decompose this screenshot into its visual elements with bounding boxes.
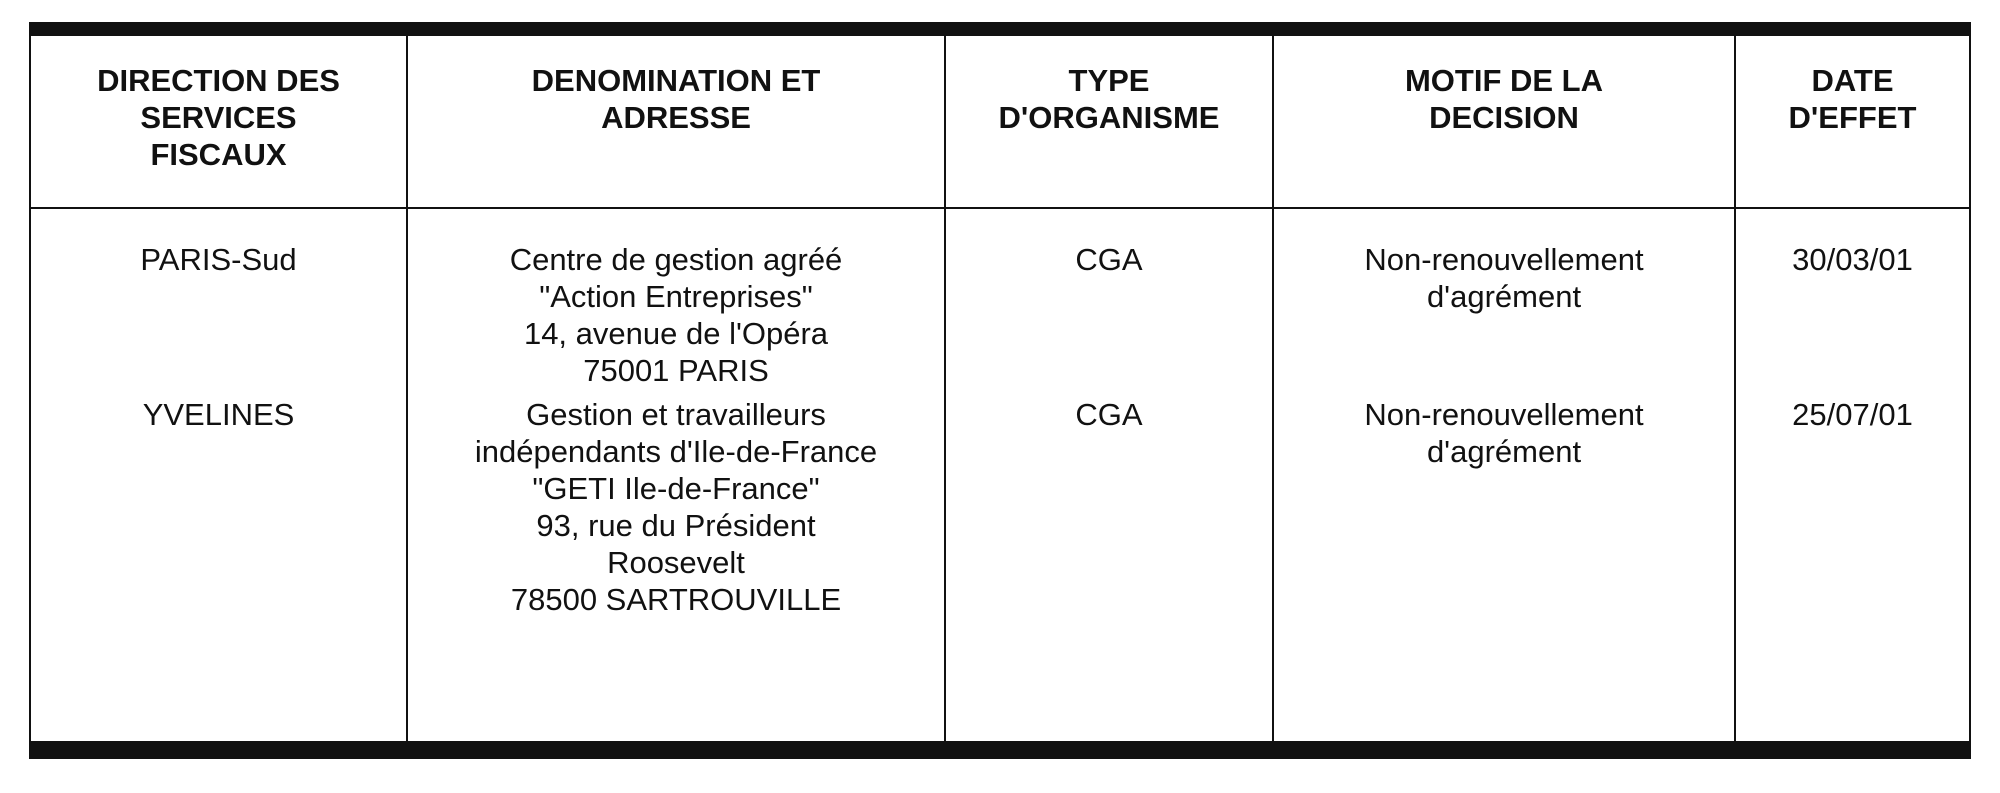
header-line: DIRECTION DES: [97, 63, 340, 98]
header-motif: [1273, 36, 1735, 208]
header-direction: [31, 36, 407, 208]
header-line: DATE: [1811, 63, 1894, 98]
cell-text: d'agrément: [1426, 434, 1582, 469]
cell-direction: [31, 394, 407, 741]
table-body: [31, 208, 1969, 741]
header-denomination: [407, 36, 945, 208]
cell-text: 25/07/01: [1792, 397, 1913, 432]
header-type: [945, 36, 1273, 208]
table-row: [31, 394, 1969, 741]
table-header: [31, 36, 1969, 208]
cell-text: PARIS-Sud: [140, 242, 297, 277]
decisions-table-frame: [29, 22, 1971, 759]
cell-date: [1735, 394, 1969, 741]
header-line: SERVICES: [140, 100, 297, 135]
header-line: FISCAUX: [150, 137, 287, 172]
cell-motif: [1273, 208, 1735, 394]
cell-text: Non-renouvellement: [1364, 397, 1644, 432]
header-line: DENOMINATION ET: [531, 63, 821, 98]
cell-text: CGA: [1075, 242, 1143, 277]
cell-date: [1735, 208, 1969, 394]
cell-text: Non-renouvellement: [1364, 242, 1644, 277]
cell-text: indépendants d'Ile-de-France: [474, 434, 878, 469]
header-line: MOTIF DE LA: [1404, 63, 1604, 98]
cell-text: "Action Entreprises": [539, 279, 813, 314]
header-date: [1735, 36, 1969, 208]
cell-text: CGA: [1075, 397, 1143, 432]
cell-text: "GETI Ile-de-France": [532, 471, 820, 506]
cell-text: Gestion et travailleurs: [526, 397, 826, 432]
cell-text: d'agrément: [1426, 279, 1582, 314]
header-row: [31, 36, 1969, 208]
cell-direction: [31, 208, 407, 394]
decisions-table: [31, 36, 1969, 741]
cell-motif: [1273, 394, 1735, 741]
cell-text: 75001 PARIS: [583, 353, 769, 388]
header-line: ADRESSE: [601, 100, 751, 135]
cell-text: Centre de gestion agréé: [509, 242, 843, 277]
header-line: DECISION: [1429, 100, 1579, 135]
header-line: D'ORGANISME: [998, 100, 1220, 135]
cell-text: 78500 SARTROUVILLE: [510, 582, 842, 617]
cell-text: 14, avenue de l'Opéra: [523, 316, 829, 351]
cell-text: Roosevelt: [607, 545, 745, 580]
cell-type: [945, 394, 1273, 741]
header-line: TYPE: [1068, 63, 1150, 98]
cell-text: 93, rue du Président: [536, 508, 816, 543]
cell-text: YVELINES: [142, 397, 295, 432]
cell-text: 30/03/01: [1792, 242, 1913, 277]
cell-denomination: [407, 394, 945, 741]
header-line: D'EFFET: [1788, 100, 1917, 135]
cell-denomination: [407, 208, 945, 394]
table-row: [31, 208, 1969, 394]
cell-type: [945, 208, 1273, 394]
